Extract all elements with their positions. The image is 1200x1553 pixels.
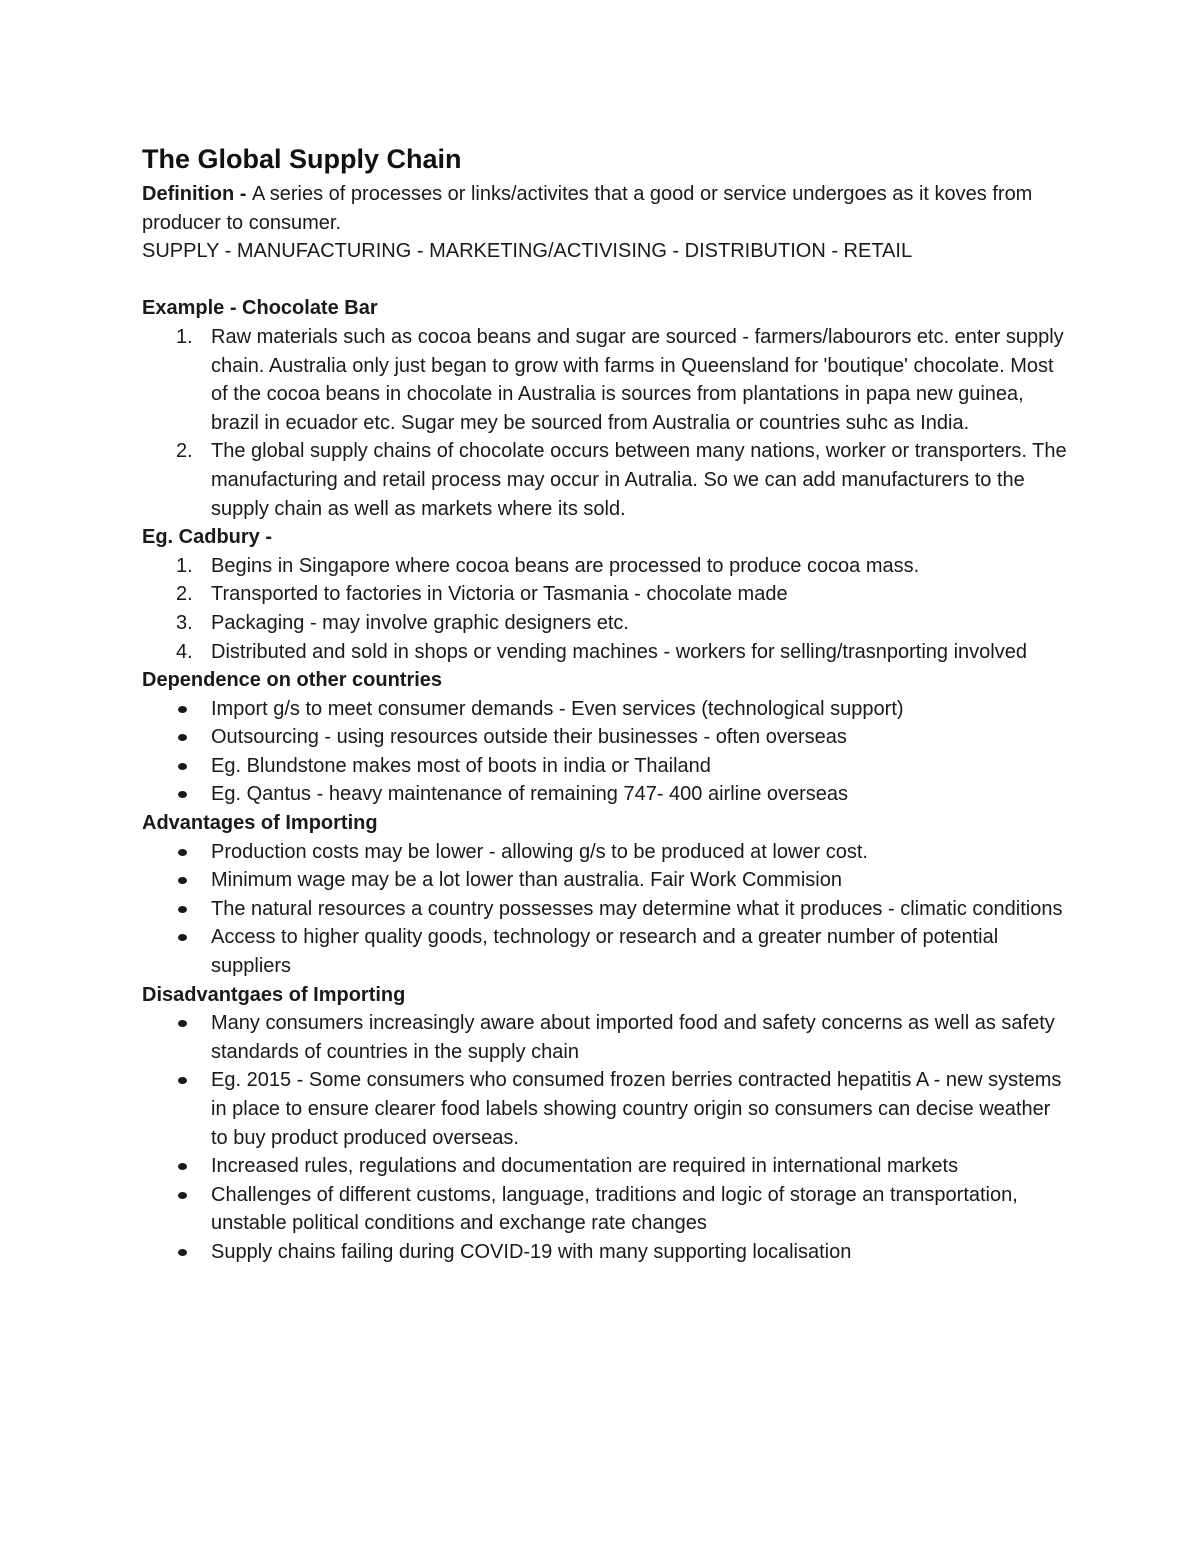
list-item-text: Access to higher quality goods, technology or research and a greater number of potential suppliers <box>211 926 999 978</box>
bullet-icon <box>178 706 187 713</box>
list-item-text: Minimum wage may be a lot lower than australia. Fair Work Commision <box>211 869 842 892</box>
list-number: 1. <box>176 554 193 577</box>
bullet-icon <box>178 1163 187 1170</box>
example-heading: Example - Chocolate Bar <box>142 297 378 320</box>
list-item-text: Eg. Blundstone makes most of boots in india or Thailand <box>211 754 711 777</box>
list-item-text: Begins in Singapore where cocoa beans are processed to produce cocoa mass. <box>211 554 920 577</box>
list-number: 2. <box>176 583 193 606</box>
list-item <box>142 838 1072 867</box>
bullet-icon <box>178 1249 187 1256</box>
list-item-text: Supply chains failing during COVID-19 with many supporting localisation <box>211 1240 852 1263</box>
list-item <box>142 752 1072 781</box>
list-item-text: The global supply chains of chocolate occurs between many nations, worker or transporters. The manufacturing and retail process may occur in Autralia. So we can add manufacturers to the supply chain as well as markets where its sold. <box>211 440 1067 520</box>
bullet-icon <box>178 1192 187 1199</box>
advantages-heading: Advantages of Importing <box>142 812 378 835</box>
list-item <box>142 1009 1072 1066</box>
list-item <box>142 895 1072 924</box>
list-item <box>142 638 1072 667</box>
dependence-heading: Dependence on other countries <box>142 669 443 692</box>
list-item-text: Import g/s to meet consumer demands - Even services (technological support) <box>211 697 904 720</box>
list-item-text: Transported to factories in Victoria or Tasmania - chocolate made <box>211 583 788 606</box>
list-item <box>142 552 1072 581</box>
definition-text: A series of processes or links/activites that a good or service undergoes as it koves from producer to consumer. <box>142 183 1033 234</box>
list-number: 1. <box>176 325 193 348</box>
list-item <box>142 1066 1072 1152</box>
list-number: 3. <box>176 611 193 634</box>
list-item <box>142 1181 1072 1238</box>
list-item-text: Challenges of different customs, language, traditions and logic of storage an transportation, unstable political conditions and exchange rate changes <box>211 1183 1018 1235</box>
bullet-icon <box>178 1020 187 1027</box>
disadvantages-heading: Disadvantgaes of Importing <box>142 983 406 1006</box>
list-item-text: Eg. Qantus - heavy maintenance of remaining 747- 400 airline overseas <box>211 783 849 806</box>
bullet-icon <box>178 763 187 770</box>
example-list <box>142 323 1072 523</box>
list-item-text: Eg. 2015 - Some consumers who consumed frozen berries contracted hepatitis A - new systems in place to ensure clearer food labels showing country origin so consumers can decise weather to buy product produced overseas. <box>211 1069 1062 1149</box>
list-item <box>142 323 1072 437</box>
list-item-text: Outsourcing - using resources outside their businesses - often overseas <box>211 726 847 749</box>
list-number: 4. <box>176 640 193 663</box>
list-item <box>142 1238 1072 1267</box>
definition-label: Definition - <box>142 183 252 205</box>
bullet-icon <box>178 906 187 913</box>
cadbury-list <box>142 552 1072 666</box>
dependence-list <box>142 695 1072 809</box>
page-title: The Global Supply Chain <box>142 144 462 174</box>
supply-chain-stages: SUPPLY - MANUFACTURING - MARKETING/ACTIVISING - DISTRIBUTION - RETAIL <box>142 240 913 263</box>
list-item <box>142 695 1072 724</box>
bullet-icon <box>178 734 187 741</box>
list-item <box>142 437 1072 523</box>
bullet-icon <box>178 849 187 856</box>
list-item <box>142 780 1072 809</box>
list-item-text: Raw materials such as cocoa beans and sugar are sourced - farmers/labourors etc. enter supply chain. Australia only just began to grow with farms in Queensland for 'boutique' chocolate. Most of the cocoa beans in chocolate in Australia is sources from plantations in papa new guinea, brazil in ecuador etc. Sugar mey be sourced from Australia or countries suhc as India. <box>211 325 1064 434</box>
bullet-icon <box>178 877 187 884</box>
advantages-list <box>142 838 1072 981</box>
bullet-icon <box>178 1077 187 1084</box>
list-item-text: Many consumers increasingly aware about imported food and safety concerns as well as safety standards of countries in the supply chain <box>211 1012 1055 1063</box>
list-item-text: The natural resources a country possesses may determine what it produces - climatic conditions <box>211 897 1063 920</box>
cadbury-heading: Eg. Cadbury - <box>142 526 273 549</box>
bullet-icon <box>178 791 187 798</box>
bullet-icon <box>178 934 187 941</box>
disadvantages-list <box>142 1009 1072 1266</box>
definition-paragraph <box>142 180 1072 237</box>
list-item-text: Packaging - may involve graphic designers etc. <box>211 611 629 634</box>
blank-line <box>142 266 1072 295</box>
list-item <box>142 1152 1072 1181</box>
document-page <box>142 140 1072 1267</box>
list-item <box>142 609 1072 638</box>
list-item <box>142 580 1072 609</box>
list-item-text: Production costs may be lower - allowing g/s to be produced at lower cost. <box>211 840 868 863</box>
list-number: 2. <box>176 440 193 463</box>
list-item <box>142 723 1072 752</box>
list-item-text: Distributed and sold in shops or vending machines - workers for selling/trasnporting involved <box>211 640 1027 663</box>
list-item <box>142 866 1072 895</box>
list-item <box>142 923 1072 980</box>
list-item-text: Increased rules, regulations and documentation are required in international markets <box>211 1155 959 1178</box>
